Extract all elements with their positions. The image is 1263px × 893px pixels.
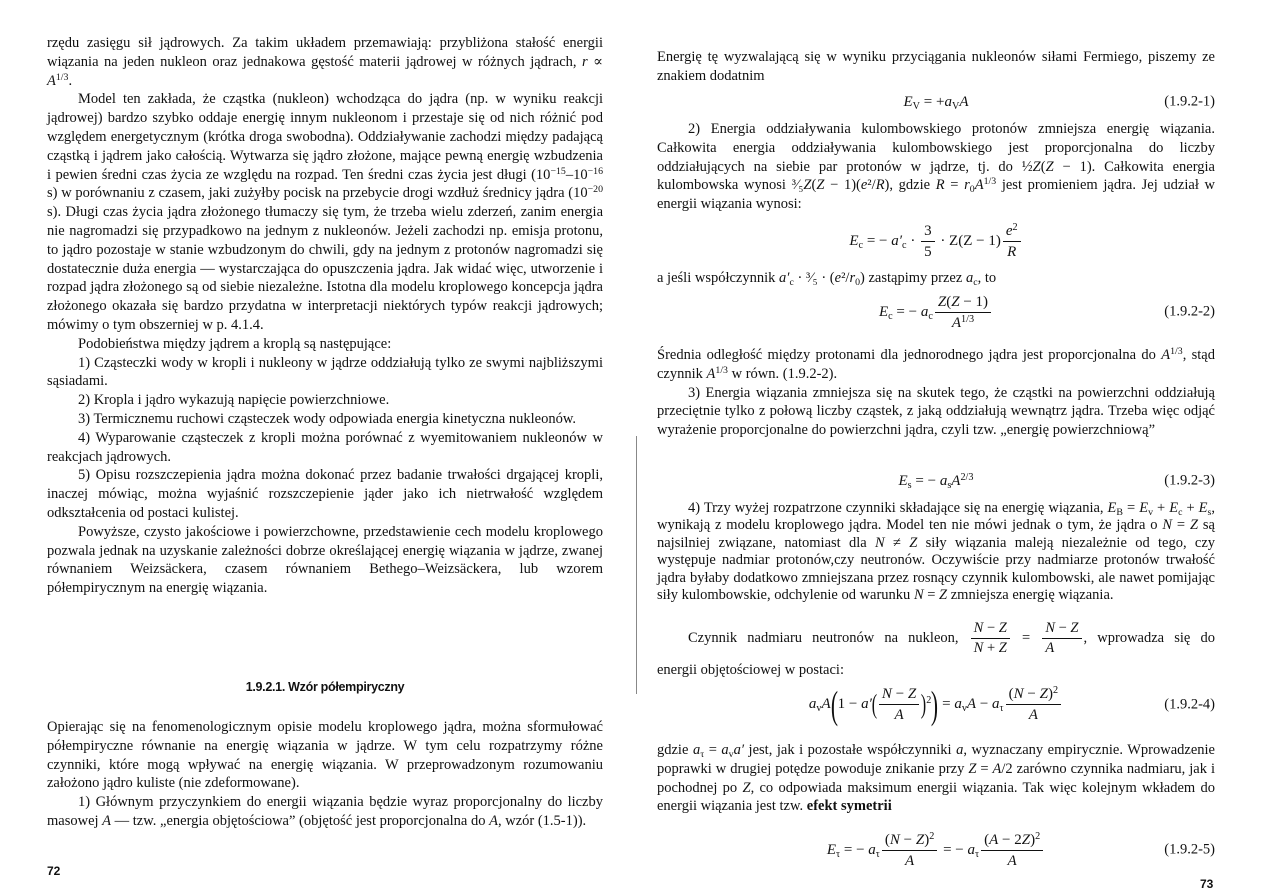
- text-run: 1 −: [837, 695, 862, 712]
- text-run: ): [1047, 685, 1053, 702]
- math-symbol: A: [992, 760, 1002, 777]
- text-run: = −: [840, 841, 869, 858]
- text-run: −: [891, 685, 908, 702]
- subscript: V: [912, 100, 921, 112]
- fraction-denominator: [921, 242, 935, 261]
- text-run: · ³⁄₅ · (: [793, 270, 835, 286]
- math-symbol: Z: [1045, 158, 1054, 175]
- fraction-numerator: [1003, 222, 1021, 242]
- math-symbol: a: [692, 742, 701, 758]
- text-run: ≠: [884, 534, 910, 551]
- paragraph-block: [657, 620, 1215, 658]
- math-symbol: r: [849, 270, 856, 286]
- math-symbol: a: [944, 93, 952, 110]
- superscript: 2/3: [960, 471, 974, 483]
- fraction: [971, 620, 1010, 658]
- equation-expression: [899, 473, 974, 490]
- math-symbol: a: [868, 841, 876, 858]
- text-run: ·: [906, 232, 920, 249]
- math-symbol: efekt symetrii: [806, 798, 892, 815]
- text-run: ): [1030, 831, 1036, 848]
- math-symbol: N: [1162, 517, 1173, 534]
- paragraph: [47, 90, 603, 334]
- text-run: 4) Trzy wyżej rozpatrzone czynniki składające się na energię wiązania,: [688, 500, 1108, 516]
- subscript: τ: [700, 748, 705, 760]
- math-symbol: A: [489, 812, 498, 829]
- subscript: c: [888, 310, 893, 322]
- math-symbol: N: [889, 831, 900, 848]
- paragraph: [657, 346, 1215, 384]
- math-symbol: A: [47, 72, 56, 89]
- math-symbol: Z: [1070, 620, 1079, 636]
- text-run: 5: [924, 243, 932, 260]
- list-item: [47, 354, 603, 392]
- parenthesis: (: [871, 689, 878, 720]
- text-run: = −: [863, 232, 892, 249]
- paragraph: [657, 620, 1215, 658]
- math-symbol: N: [1045, 620, 1055, 636]
- fraction-numerator: [1042, 620, 1081, 639]
- text-run: = +: [920, 93, 945, 110]
- fraction-numerator: [981, 831, 1043, 851]
- paragraph: [657, 500, 1215, 604]
- paragraph-block: [657, 269, 1215, 288]
- math-symbol: A: [1028, 706, 1038, 723]
- text-run: s) w porównaniu z czasem, jaki zużyłby pocisk na przebycie drogi wzdłuż średnicy jądra (10: [47, 185, 588, 202]
- text-run: Powyższe, czysto jakościowe i powierzchowne, przedstawienie cech modelu kroplowego pozwala jednak na uzyskanie zależności dobrze określającej energię wiązania w jądrze, zwanej równaniem Weizsäckera, czasem równaniem Bethego–Weizsäckera, lub wzorem półempirycznym na energię wiązania.: [47, 523, 603, 597]
- text-run: (: [1008, 685, 1014, 702]
- text-run: =: [923, 587, 940, 604]
- fraction-denominator: [971, 639, 1010, 657]
- subscript: c: [973, 276, 978, 288]
- math-symbol: a: [956, 742, 964, 758]
- paragraph: [657, 269, 1215, 288]
- math-symbol: R: [875, 177, 885, 194]
- superscript: 2: [1035, 830, 1041, 842]
- math-symbol: A: [102, 812, 112, 829]
- math-symbol: A: [1045, 640, 1055, 657]
- text-run: − 2: [998, 831, 1022, 848]
- fraction-numerator: [971, 620, 1010, 639]
- text-run: (: [1040, 158, 1046, 175]
- subscript: v: [961, 702, 967, 714]
- fraction-numerator: [1006, 685, 1061, 705]
- text-run: jest, jak i pozostałe współczynniki: [744, 742, 957, 758]
- text-run: a jeśli współczynnik: [657, 270, 780, 286]
- text-run: −: [1054, 620, 1071, 636]
- equation-number: (1.9.2-5): [1164, 841, 1215, 858]
- text-run: =: [704, 742, 722, 758]
- math-symbol: E: [826, 841, 836, 858]
- text-run: , to: [977, 270, 997, 286]
- superscript: −20: [587, 184, 603, 196]
- text-run: = −: [892, 303, 921, 320]
- text-run: rzędu zasięgu sił jądrowych. Za takim układem przemawiają: przybliżona stałość energii wiązania na jeden nukleon oraz jednakowa gęstość materii jądrowej w różnych jądrach,: [47, 35, 603, 70]
- scan-artifact-line: [636, 436, 637, 694]
- fraction: [879, 685, 919, 724]
- text-run: +: [983, 640, 999, 657]
- math-symbol: Z: [1032, 158, 1041, 175]
- equation-number: (1.9.2-4): [1164, 696, 1215, 713]
- math-symbol: A: [894, 706, 904, 723]
- text-run: = −: [939, 841, 968, 858]
- math-symbol: A: [905, 852, 915, 869]
- text-run: w równ. (1.9.2-2).: [727, 365, 838, 382]
- math-symbol: E: [903, 93, 913, 110]
- paragraph-block: [657, 120, 1215, 214]
- math-symbol: E: [1198, 500, 1208, 516]
- text-run: − 1). Całkowita energia kulombowska wynosi ³⁄₅: [657, 158, 1215, 194]
- parenthesis: (: [830, 684, 838, 728]
- math-symbol: Z: [1021, 831, 1031, 848]
- text-run: Model ten zakłada, że cząstka (nukleon) wchodząca do jądra (np. w wyniku reakcji jądrowej) bardzo szybko oddaje energię innym nukleonom i przestaje się od nich różnić pod względem energetycznym (krótka droga swobodna). Oddziaływanie zachodzi między padającą cząstką i jądrem jako całością. Wytwarza się jądro złożone, mające pewną energię wzbudzenia i pewien średni czas życia ze względu na rozpad. Ten średni czas życia jest długi (10: [47, 91, 603, 183]
- math-symbol: Z: [816, 177, 825, 194]
- equation-1.9.2-5: [657, 828, 1215, 872]
- subscript: τ: [836, 848, 841, 860]
- text-run: =: [1122, 500, 1140, 516]
- text-run: Opierając się na fenomenologicznym opisie modelu kroplowego jądra, można sformułować półempiryczne równanie na energię wiązania w jądrze. W tym celu rozpatrzymy różne czynniki, które mogą wpływać na energię wiązania. W przeprowadzonym rozumowaniu założono jądro kuliste (nie zdeformowane).: [47, 719, 603, 792]
- subscript: τ: [974, 848, 980, 860]
- text-run: =: [938, 695, 955, 712]
- superscript: 2: [926, 694, 932, 706]
- text-run: , wynikają z modelu kroplowego jądra. Model ten nie mówi jednak o tym, że jądra o: [657, 500, 1215, 534]
- text-run: –10: [565, 166, 588, 183]
- subscript: τ: [999, 702, 1004, 714]
- fraction: [1042, 620, 1081, 658]
- text-run: 5) Opisu rozszczepienia jądra można dokonać przez badanie trwałości drgającej kropli, inaczej mówiąc, można wyjaśnić rozszczepienie jąder jako ich nietrwałość względem odkształcenia od postaci kulistej.: [47, 467, 603, 521]
- subscript: v: [728, 748, 734, 760]
- math-symbol: E: [878, 303, 889, 320]
- text-run: −: [983, 620, 999, 636]
- text-run: −: [976, 695, 993, 712]
- subscript: c: [789, 276, 794, 288]
- math-symbol: A: [966, 695, 977, 712]
- text-run: , wyznaczany empirycznie. Wprowadzenie poprawki w drugiej potędze powoduje znikanie przy: [657, 742, 1215, 777]
- math-symbol: E: [1169, 500, 1179, 516]
- superscript: 1/3: [715, 364, 728, 376]
- subscript: 0: [855, 276, 861, 288]
- text-run: Energię tę wyzwalającą się w wyniku przyciągania nukleonów siłami Fermiego, piszemy ze znakiem dodatnim: [657, 49, 1215, 84]
- math-symbol: N: [875, 534, 885, 551]
- equation-expression: [879, 293, 993, 332]
- superscript: 1/3: [55, 71, 69, 83]
- text-run: ∝: [587, 53, 603, 70]
- text-run: = −: [911, 472, 940, 489]
- math-symbol: a: [920, 303, 929, 320]
- paragraph: [47, 34, 603, 90]
- text-run: jest promieniem jądra. Jej udział w energii wiązania wynosi:: [657, 177, 1216, 213]
- math-symbol: R: [935, 177, 945, 194]
- math-symbol: a: [721, 742, 729, 758]
- text-run: −: [899, 831, 916, 848]
- math-symbol: A: [989, 831, 999, 848]
- equation-1.9.2-1: [657, 80, 1215, 124]
- subscript: v: [1148, 506, 1153, 518]
- paragraph: [657, 120, 1215, 214]
- text-run: ), gdzie: [884, 177, 936, 194]
- fraction-numerator: [879, 685, 919, 705]
- paragraph-block: [657, 346, 1215, 440]
- text-run: 3: [924, 222, 932, 239]
- text-run: · Z(Z − 1): [936, 232, 1001, 249]
- parenthesis: ): [921, 689, 927, 720]
- list-item: [47, 466, 603, 522]
- text-run: ) zastąpimy przez: [860, 270, 966, 286]
- text-run: ): [924, 831, 930, 848]
- text-run: 3) Termicznemu ruchowi cząsteczek wody odpowiada energia kinetyczna nukleonów.: [78, 410, 576, 427]
- text-run: 1) Głównym przyczynkiem do energii wiązania będzie wyraz proporcjonalny do liczby masowej: [47, 794, 603, 829]
- subscript: s: [1207, 506, 1212, 518]
- equation-1.9.2-2: [657, 290, 1215, 334]
- math-symbol: A: [974, 177, 984, 194]
- paragraph-block: [657, 661, 1215, 680]
- superscript: 2: [929, 830, 935, 842]
- subscript: B: [1116, 506, 1123, 518]
- text-run: 2) Energia oddziaływania kulombowskiego protonów zmniejsza energię wiązania. Całkowita energia oddziaływania kulombowskiego jest proporcjonalna do liczby oddziałujących na siebie par protonów w jądrze, tj. do ½: [657, 121, 1215, 175]
- math-symbol: Z: [998, 640, 1007, 657]
- fraction-numerator: [935, 293, 991, 313]
- text-run: ²/: [841, 270, 850, 286]
- text-run: zmniejsza energię wiązania.: [947, 587, 1114, 604]
- subscript: 0: [969, 184, 975, 196]
- math-symbol: Z: [968, 760, 977, 777]
- text-run: =: [1011, 630, 1041, 647]
- text-run: (: [984, 831, 990, 848]
- text-run: ²/: [867, 177, 876, 194]
- math-symbol: Z: [951, 293, 960, 310]
- text-run: =: [1172, 517, 1190, 534]
- text-run: − 1)(: [824, 177, 861, 194]
- text-run: 2) Kropla i jądro wykazują napięcie powierzchniowe.: [78, 392, 390, 409]
- paragraph: [47, 718, 603, 793]
- math-symbol: A: [951, 472, 961, 489]
- text-run: , wzór (1.5-1)).: [497, 812, 587, 829]
- equation-number: (1.9.2-3): [1164, 472, 1215, 489]
- paragraph: [657, 661, 1215, 680]
- math-symbol: a: [954, 695, 962, 712]
- text-run: (: [811, 177, 817, 194]
- list-item: [47, 410, 603, 429]
- parenthesis: ): [931, 684, 939, 728]
- text-run: , co odpowiada maksimum energii wiązania. Tak więc kolejnym wkładem do energii wiązania jest tzw.: [657, 779, 1215, 815]
- paragraph: [657, 741, 1215, 816]
- math-symbol: E: [849, 232, 859, 249]
- equation-expression: [849, 222, 1022, 261]
- fraction-denominator: [1003, 242, 1021, 261]
- equation-expression: [904, 94, 969, 111]
- math-symbol: N: [973, 620, 984, 636]
- text-run: =: [944, 177, 965, 194]
- subscript: c: [858, 239, 864, 251]
- text-run: 4) Wyparowanie cząsteczek z kropli można porównać z wyemitowaniem nukleonów w reakcjach jądrowych.: [47, 429, 603, 465]
- math-symbol: A: [706, 365, 716, 382]
- left-page-section-body: [47, 718, 603, 831]
- math-symbol: e: [1005, 222, 1013, 239]
- text-run: /2 zarówno czynnika nadmiaru, jak i pochodnej po: [657, 760, 1215, 796]
- math-symbol: A: [821, 695, 831, 712]
- fraction-denominator: [879, 705, 919, 724]
- superscript: 2: [1012, 221, 1018, 233]
- subscript: V: [951, 100, 960, 112]
- math-symbol: R: [1007, 243, 1017, 260]
- math-symbol: E: [898, 472, 908, 489]
- text-run: , stąd czynnik: [657, 347, 1215, 382]
- math-symbol: Z: [939, 587, 948, 604]
- math-symbol: Z: [937, 293, 947, 310]
- text-run: 3) Energia wiązania zmniejsza się na skutek tego, że cząstki na powierzchni oddziałują przeciętnie tylko z połową liczby cząstek, z jaką oddziałują wewnątrz jądra. Trzeba więc odjąć wyrażenie proporcjonalne do powierzchni jądra, czyli tzw. „energię powierzchniową”: [657, 384, 1215, 439]
- list-item: [47, 793, 603, 831]
- equation-expression: [809, 685, 1063, 726]
- text-run: .: [68, 72, 73, 89]
- paragraph: [47, 335, 603, 354]
- subscript: c: [902, 239, 907, 251]
- math-symbol: E: [1139, 500, 1149, 516]
- text-run: =: [976, 760, 993, 777]
- math-symbol: E: [1107, 500, 1117, 516]
- text-run: s). Długi czas życia jądra złożonego tłumaczy się tym, że trzeba wielu zderzeń, zanim energia nie nagromadzi się przypadkowo na jednym z nukleonów. Jeżeli zachodzi np. emisja protonu, to jądro pozostaje w stanie wzbudzonym do chwili, gdy na jednym z protonów nagromadzi się dostatecznie duża energia — wystarczająca do opuszczenia jądra. Jak widać więc, utworzenie i rozpad jądra złożonego są od siebie niezależne. Istotna dla modelu kroplowego koncepcja jądra złożonego okazała się bardzo przydatna w interpretacji niektórych typów reakcji jądrowych; mówimy o tym obszerniej w p. 4.1.4.: [47, 204, 603, 333]
- math-symbol: A: [951, 314, 962, 331]
- text-run: 1) Cząsteczki wody w kropli i nukleony w jądrze oddziałują tylko ze swymi najbliższymi sąsiadami.: [47, 354, 603, 390]
- math-symbol: Z: [907, 685, 917, 702]
- list-item: [47, 391, 603, 410]
- text-run: siły wiązania maleją niezależnie od tego, czy występuje nadmiar protonów,czy neutronów. Oczywiście przy nadmiarze protonów trwałość jądra byłaby dodatkowo zmniejszana przez rosnący czynnik kulombowski, ale nawet pomijając siły kulombowskie, odchylenie od warunku: [657, 534, 1216, 604]
- subscript: v: [816, 702, 822, 714]
- math-symbol: a: [939, 472, 948, 489]
- fraction: [935, 293, 991, 332]
- math-symbol: A: [1007, 852, 1017, 869]
- text-run: −: [1023, 685, 1040, 702]
- superscript: 2: [1052, 684, 1059, 696]
- math-symbol: a′: [891, 232, 903, 249]
- equation-1.9.2-4: [657, 683, 1215, 727]
- text-run: +: [1182, 500, 1199, 516]
- fraction: [882, 831, 937, 870]
- fraction-denominator: [935, 313, 991, 332]
- superscript: −15: [550, 165, 566, 177]
- text-run: (: [946, 293, 952, 310]
- equation-number: (1.9.2-1): [1164, 93, 1215, 110]
- math-symbol: a′: [733, 742, 745, 758]
- math-symbol: a′: [779, 270, 790, 286]
- list-item: [47, 429, 603, 467]
- fraction: [1003, 222, 1021, 261]
- math-symbol: a′: [861, 695, 872, 712]
- subscript: c: [1178, 506, 1183, 518]
- equation-number: (1.9.2-2): [1164, 303, 1215, 320]
- math-symbol: Z: [803, 177, 812, 194]
- math-symbol: a: [808, 695, 817, 712]
- math-symbol: Z: [998, 620, 1007, 636]
- fraction: [981, 831, 1043, 870]
- math-symbol: r: [582, 53, 588, 70]
- equation-expression: [827, 831, 1045, 870]
- superscript: 1/3: [983, 176, 997, 188]
- math-symbol: a: [967, 841, 975, 858]
- math-symbol: Z: [1039, 685, 1048, 702]
- subscript: τ: [875, 848, 880, 860]
- text-run: +: [1152, 500, 1170, 516]
- text-run: są najsilniej związane, natomiast dla: [657, 517, 1215, 551]
- math-symbol: Z: [915, 831, 925, 848]
- text-run: , wprowadza się do: [1083, 630, 1215, 647]
- fraction-denominator: [1042, 639, 1081, 657]
- math-symbol: Z: [909, 534, 918, 551]
- text-run: Średnia odległość między protonami dla jednorodnego jądra jest proporcjonalna do: [657, 347, 1162, 363]
- math-symbol: N: [913, 587, 924, 604]
- subscript: s: [947, 479, 952, 491]
- fraction-denominator: [882, 851, 937, 870]
- math-symbol: A: [959, 93, 969, 110]
- paragraph-block: [657, 500, 1215, 604]
- section-heading: 1.9.2.1. Wzór półempiryczny: [245, 680, 405, 694]
- page-number-left: 72: [47, 864, 61, 878]
- fraction-numerator: [882, 831, 937, 851]
- text-run: (: [884, 831, 890, 848]
- paragraph-block: [657, 741, 1215, 816]
- text-run: Podobieństwa między jądrem a kroplą są następujące:: [78, 335, 392, 352]
- math-symbol: N: [973, 640, 984, 657]
- math-symbol: a: [965, 270, 974, 286]
- math-symbol: Z: [742, 779, 751, 796]
- left-page-body: [47, 34, 603, 598]
- fraction-denominator: [1006, 705, 1061, 724]
- math-symbol: Z: [1189, 517, 1199, 534]
- text-run: energii objętościowej w postaci:: [657, 662, 844, 678]
- page-number-right: 73: [1200, 877, 1214, 891]
- superscript: −16: [587, 165, 603, 177]
- fraction: [1006, 685, 1061, 724]
- superscript: 1/3: [961, 313, 975, 325]
- superscript: 1/3: [1170, 346, 1183, 358]
- subscript: c: [928, 310, 933, 322]
- fraction-numerator: [921, 222, 935, 242]
- text-run: − 1): [959, 293, 989, 310]
- math-symbol: e: [834, 270, 842, 286]
- paragraph: [47, 523, 603, 598]
- math-symbol: r: [964, 177, 970, 194]
- math-symbol: N: [1013, 685, 1024, 702]
- math-symbol: a: [992, 695, 1000, 712]
- subscript: s: [907, 479, 912, 491]
- text-run: — tzw. „energia objętościowa” (objętość jest proporcjonalna do: [111, 812, 490, 829]
- fraction-denominator: [981, 851, 1043, 870]
- paragraph: [657, 384, 1215, 440]
- text-run: gdzie: [657, 742, 693, 758]
- math-symbol: A: [1161, 347, 1171, 363]
- equation-1.9.2-3: [657, 459, 1215, 503]
- math-symbol: e: [860, 177, 868, 194]
- text-run: Czynnik nadmiaru neutronów na nukleon,: [688, 630, 969, 647]
- math-symbol: N: [881, 685, 892, 702]
- equation-coulomb: [657, 219, 1215, 263]
- fraction: [921, 222, 935, 261]
